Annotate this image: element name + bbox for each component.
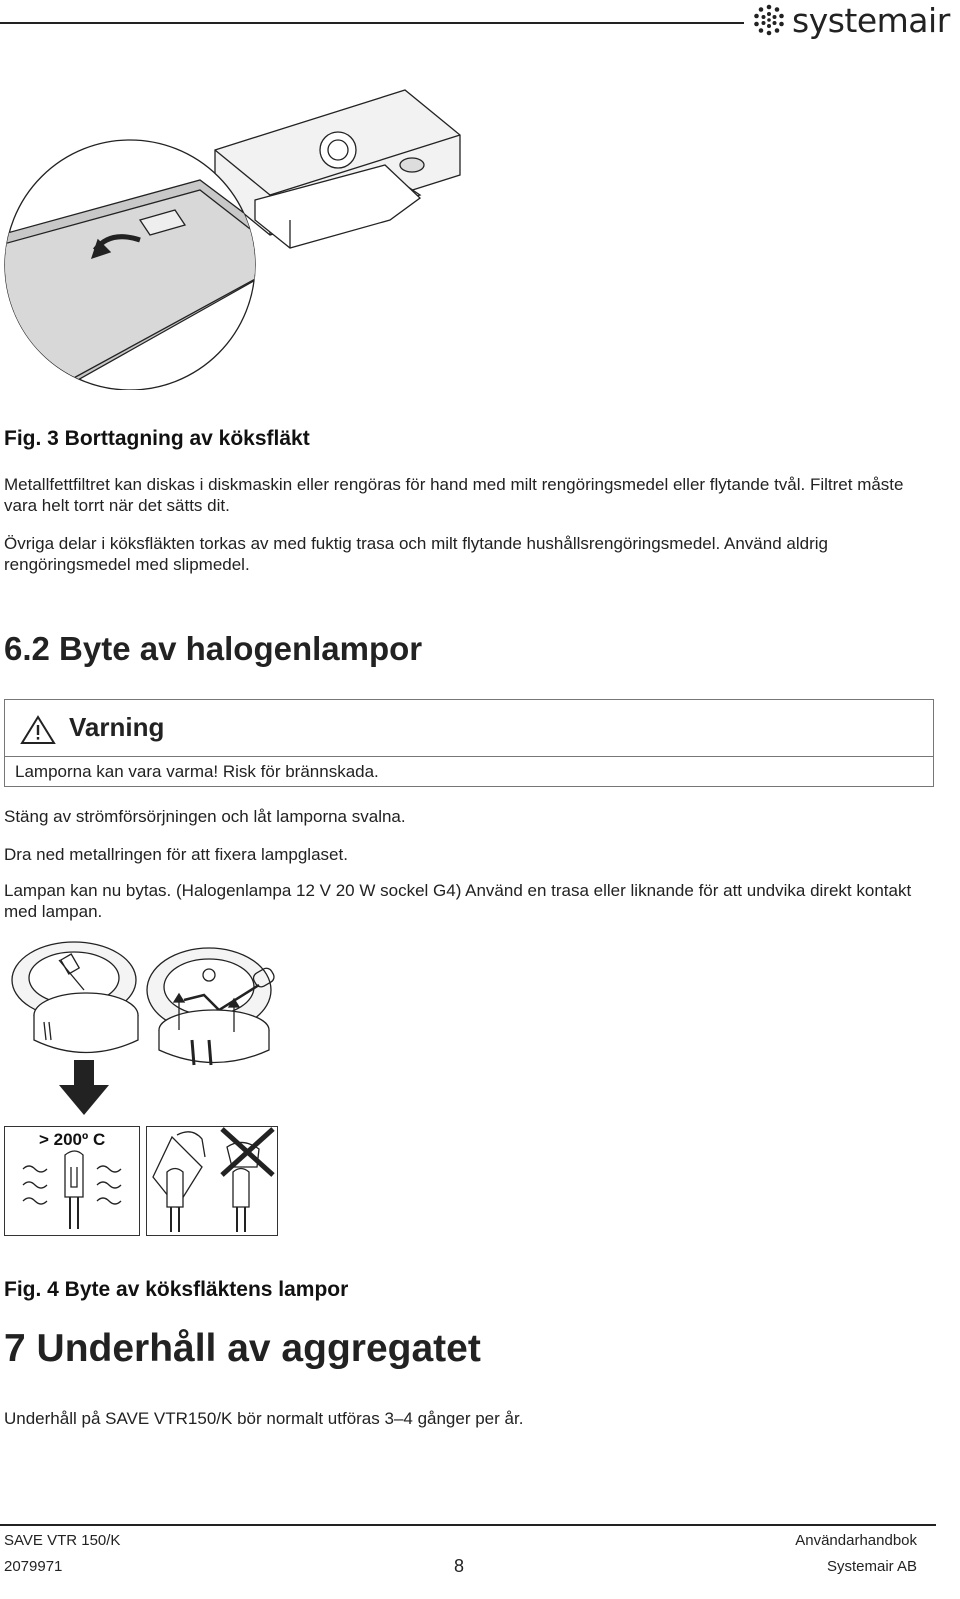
figure-4-caption: Fig. 4 Byte av köksfläktens lampor — [4, 1278, 349, 1301]
brand-logo — [752, 0, 957, 40]
lamp-handling-illustration — [147, 1127, 277, 1235]
warning-text: Lamporna kan vara varma! Risk för brännskada. — [15, 762, 379, 781]
footer-page-number: 8 — [454, 1556, 465, 1576]
warning-box — [4, 699, 934, 787]
footer-model: SAVE VTR 150/K — [4, 1532, 121, 1549]
temperature-label: > 200º C — [39, 1130, 106, 1149]
paragraph-filter-cleaning: Metallfettfiltret kan diskas i diskmaskin eller rengöras för hand med milt rengöringsmedel eller flytande tvål. Filtret måste vara helt torrt när det sätts dit. — [4, 475, 904, 515]
figure-3-caption: Fig. 3 Borttagning av köksfläkt — [4, 427, 310, 450]
brand-name: systemair — [792, 0, 950, 40]
footer-doc-type: Användarhandbok — [795, 1532, 917, 1549]
paragraph-other-parts-cleaning: Övriga delar i köksfläkten torkas av med fuktig trasa och milt flytande hushållsrengöringsmedel. Använd aldrig rengöringsmedel med slipmedel. — [4, 534, 828, 574]
lamp-ring-removal-illustration — [4, 940, 304, 1120]
step-power-off: Stäng av strömförsörjningen och låt lamporna svalna. — [4, 807, 406, 826]
step-pull-ring: Dra ned metallringen för att fixera lampglaset. — [4, 845, 348, 864]
header-rule — [0, 22, 744, 24]
section-6-2-heading: 6.2 Byte av halogenlampor — [4, 630, 423, 667]
maintenance-paragraph: Underhåll på SAVE VTR150/K bör normalt utföras 3–4 gånger per år. — [4, 1409, 524, 1428]
kitchen-hood-removal-illustration — [0, 80, 470, 390]
footer-company: Systemair AB — [826, 1558, 917, 1575]
footer-rule — [0, 1524, 936, 1526]
hot-lamp-icon — [5, 1147, 139, 1235]
section-7-heading: 7 Underhåll av aggregatet — [4, 1327, 481, 1370]
warning-divider — [5, 756, 933, 757]
hot-lamp-panel — [4, 1126, 140, 1236]
systemair-dots-icon — [752, 3, 786, 37]
warning-triangle-icon — [20, 715, 56, 745]
footer-doc-number: 2079971 — [4, 1558, 63, 1575]
handling-lamp-panel — [146, 1126, 278, 1236]
step-replace-lamp: Lampan kan nu bytas. (Halogenlampa 12 V 20 W sockel G4) Använd en trasa eller liknande för att undvika direkt kontakt med lampan. — [4, 881, 912, 921]
warning-title: Varning — [69, 712, 165, 742]
